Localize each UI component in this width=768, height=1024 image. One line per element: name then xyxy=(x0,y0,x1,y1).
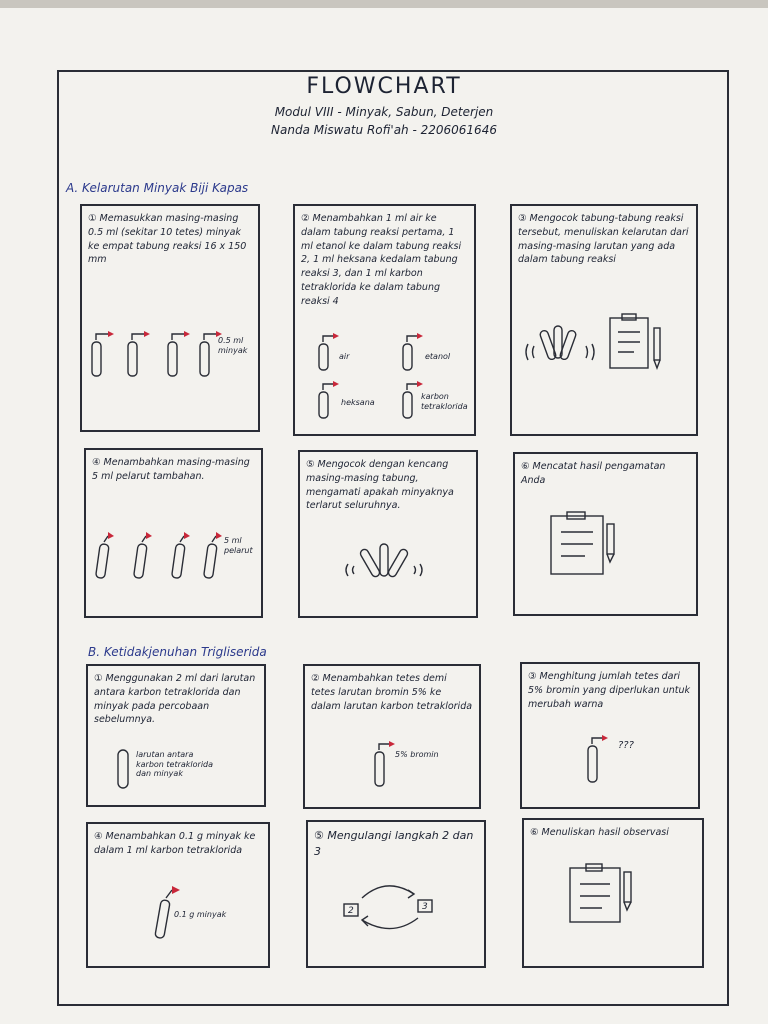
label-larutan: larutan antara karbon tetraklorida dan minyak xyxy=(136,750,214,779)
notes-icon xyxy=(568,864,658,928)
section-a-title: A. Kelarutan Minyak Biji Kapas xyxy=(66,181,249,195)
shake-tubes-icon xyxy=(342,540,442,590)
label-heksana: heksana xyxy=(341,398,375,407)
test-tube-icon xyxy=(371,740,411,790)
page-title: FLOWCHART xyxy=(306,74,462,99)
clipboard-icon xyxy=(551,512,603,574)
card-a4-text: ④ Menambahkan masing-masing 5 ml pelarut tambahan. xyxy=(92,457,250,482)
card-a6-text: ⑥ Mencatat hasil pengamatan Anda xyxy=(521,461,666,486)
card-b5 xyxy=(306,820,486,968)
test-tube-icon xyxy=(114,746,134,796)
label-karbon: karbon tetraklorida xyxy=(421,392,468,411)
card-a3-text: ③ Mengocok tabung-tabung reaksi tersebut, menuliskan kelarutan dari masing-masing larutan yang ada dalam tabung reaksi xyxy=(518,213,689,266)
card-b6 xyxy=(522,818,704,968)
test-tube-icon xyxy=(128,331,150,376)
card-a3 xyxy=(510,204,698,436)
card-b2 xyxy=(303,664,481,809)
label-oil: 0.5 ml minyak xyxy=(218,336,248,355)
card-b3-text: ③ Menghitung jumlah tetes dari 5% bromin yang diperlukan untuk merubah warna xyxy=(528,671,691,710)
pen-icon xyxy=(607,524,614,562)
label-etanol: etanol xyxy=(425,352,451,361)
card-a6 xyxy=(513,452,698,616)
card-b1 xyxy=(86,664,266,807)
card-b5-text: ⑤ Mengulangi langkah 2 dan 3 xyxy=(314,829,474,858)
pen-icon xyxy=(654,328,660,368)
label-air: air xyxy=(339,352,350,361)
shake-and-notes-icon xyxy=(520,314,690,384)
card-b3 xyxy=(520,662,700,809)
section-b-title: B. Ketidakjenuhan Trigliserida xyxy=(88,645,267,659)
label-step-2: 2 xyxy=(348,906,354,916)
clipboard-icon xyxy=(570,864,620,922)
header xyxy=(0,70,768,141)
pen-icon xyxy=(624,872,631,910)
label-bromin: 5% bromin xyxy=(395,750,439,759)
card-a4 xyxy=(84,448,263,618)
card-a1-text: ① Memasukkan masing-masing 0.5 ml (sekitar 10 tetes) minyak ke empat tabung reaksi 16 x 150 mm xyxy=(88,213,247,266)
label-pelarut: 5 ml pelarut xyxy=(224,536,253,555)
card-b1-text: ① Menggunakan 2 ml dari larutan antara karbon tetraklorida dan minyak pada percobaan sebelumnya. xyxy=(94,673,256,726)
test-tube-icon xyxy=(92,331,114,376)
card-b2-text: ② Menambahkan tetes demi tetes larutan bromin 5% ke dalam larutan karbon tetraklorida xyxy=(311,673,473,712)
card-a5-text: ⑤ Mengocok dengan kencang masing-masing tabung, mengamati apakah minyaknya terlarut seluruhnya. xyxy=(306,459,454,512)
label-minyak: 0.1 g minyak xyxy=(174,910,227,919)
label-step-3: 3 xyxy=(422,902,428,912)
module-subtitle: Modul VIII - Minyak, Sabun, Deterjen xyxy=(274,105,494,119)
card-a5 xyxy=(298,450,478,618)
card-b4-text: ④ Menambahkan 0.1 g minyak ke dalam 1 ml karbon tetraklorida xyxy=(94,831,256,856)
card-b4 xyxy=(86,822,270,968)
card-b6-text: ⑥ Menuliskan hasil observasi xyxy=(530,827,669,838)
notes-icon xyxy=(549,510,659,580)
test-tube-icon xyxy=(168,331,190,376)
label-question: ??? xyxy=(618,740,634,751)
author-line: Nanda Miswatu Rofi'ah - 2206061646 xyxy=(271,123,497,137)
card-a2 xyxy=(293,204,476,436)
card-a1 xyxy=(80,204,260,432)
clipboard-icon xyxy=(610,314,648,368)
card-a2-text: ② Menambahkan 1 ml air ke dalam tabung reaksi pertama, 1 ml etanol ke dalam tabung reaksi 2, 1 ml heksana kedalam tabung reaksi 3, dan 1 ml karbon tetraklorida ke dalam tabung reaksi 4 xyxy=(301,213,462,307)
shake-tubes-icon xyxy=(526,326,594,360)
